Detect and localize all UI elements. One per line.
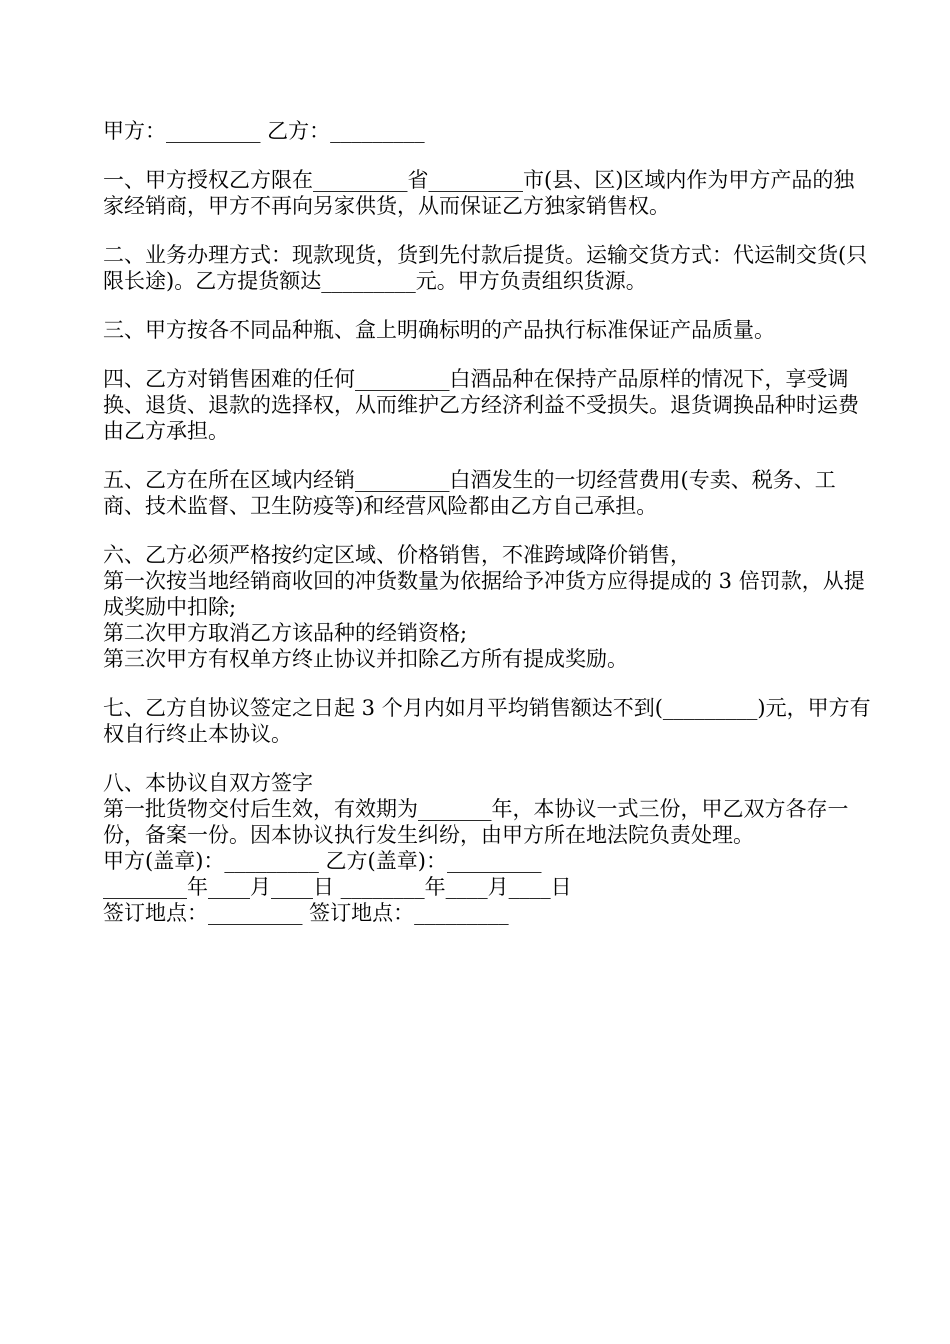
clause-5: 五、乙方在所在区域内经销_________白酒发生的一切经营费用(专卖、税务、工商、技术监督、卫生防疫等)和经营风险都由乙方自己承担。 xyxy=(103,468,836,518)
clause-8-body: 第一批货物交付后生效，有效期为_______年，本协议一式三份，甲乙双方各存一份，备案一份。因本协议执行发生纠纷，由甲方所在地法院负责处理。 xyxy=(103,797,849,847)
contract-document xyxy=(103,118,873,926)
clause-6-second: 第二次甲方取消乙方该品种的经销资格; xyxy=(103,621,468,645)
clause-6 xyxy=(103,542,873,672)
clause-1: 一、甲方授权乙方限在_________省_________市(县、区)区域内作为甲方产品的独家经销商，甲方不再向另家供货，从而保证乙方独家销售权。 xyxy=(103,168,855,218)
clause-2: 二、业务办理方式：现款现货，货到先付款后提货。运输交货方式：代运制交货(只限长途)。乙方提货额达_________元。甲方负责组织货源。 xyxy=(103,243,868,293)
clause-6-intro: 六、乙方必须严格按约定区域、价格销售，不准跨域降价销售， xyxy=(103,543,691,567)
clause-3: 三、甲方按各不同品种瓶、盒上明确标明的产品执行标准保证产品质量。 xyxy=(103,318,775,342)
clause-8 xyxy=(103,770,873,848)
date-line: ________年____月____日 ________年____月____日 xyxy=(103,875,572,899)
seal-line: 甲方(盖章)：_________ 乙方(盖章)：_________ xyxy=(103,849,542,873)
signature-block xyxy=(103,848,873,926)
clause-6-third: 第三次甲方有权单方终止协议并扣除乙方所有提成奖励。 xyxy=(103,647,628,671)
clause-6-first: 第一次按当地经销商收回的冲货数量为依据给予冲货方应得提成的 3 倍罚款，从提成奖励中扣除; xyxy=(103,569,865,619)
place-line: 签订地点：_________ 签订地点：_________ xyxy=(103,901,509,925)
clause-8-heading: 八、本协议自双方签字 xyxy=(103,771,313,795)
clause-7: 七、乙方自协议签定之日起 3 个月内如月平均销售额达不到(_________)元，甲方有权自行终止本协议。 xyxy=(103,696,871,746)
parties-line: 甲方：_________ 乙方：_________ xyxy=(103,119,425,143)
clause-4: 四、乙方对销售困难的任何_________白酒品种在保持产品原样的情况下，享受调换、退货、退款的选择权，从而维护乙方经济利益不受损失。退货调换品种时运费由乙方承担。 xyxy=(103,367,859,443)
